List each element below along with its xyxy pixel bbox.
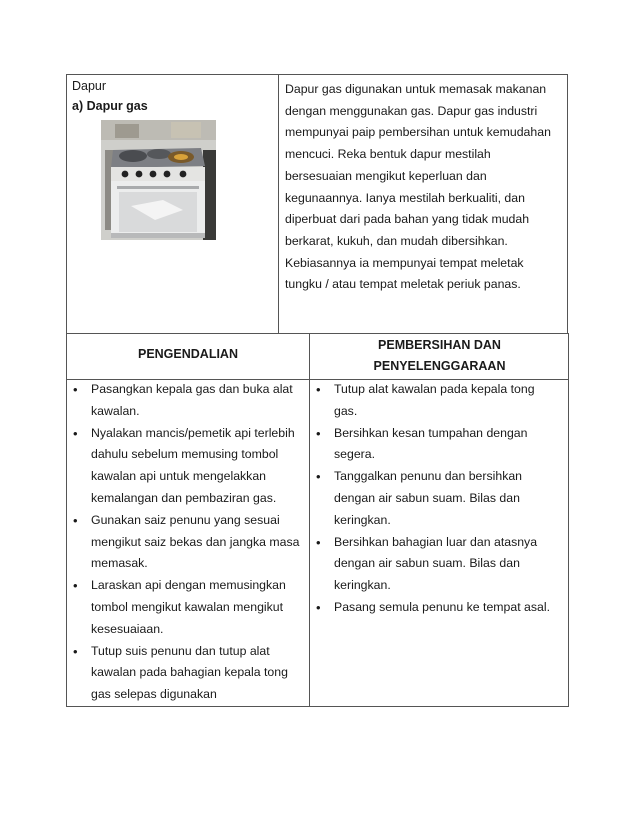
bullet-line: kesesuaiaan. [91,621,164,636]
description-line: kegunaannya. Ianya mestilah berkualiti, dan [285,190,525,205]
bullet-item [67,423,309,510]
bullet-line: Laraskan api dengan memusingkan [91,578,286,593]
description-line: dengan menggunakan gas. Dapur gas industri [285,103,538,118]
appliance-subtitle: a) Dapur gas [72,99,148,113]
description-line: bersesuaian mengikut keperluan dan [285,168,487,183]
bullet-item [310,597,569,619]
description-line: diperbuat dari pada bahan yang tidak mudah [285,212,530,227]
bullet-line: Pasang semula penunu ke tempat asal. [334,599,551,614]
description-line: mempunyai paip pembersihan untuk kemudahan [285,125,551,140]
bullet-line: kawalan pada bahagian kepala tong [91,665,288,680]
gas-stove-photo-icon [101,120,216,240]
header-line: PEMBERSIHAN DAN [378,338,501,352]
bullet-line: segera. [334,447,376,462]
bullet-line: tombol mengikut kawalan mengikut [91,599,284,614]
bullet-line: Tutup alat kawalan pada kepala tong [334,382,535,396]
operation-steps-list [67,379,309,706]
header-cleaning-maintenance [310,335,569,377]
bullet-line: kawalan api untuk mengelakkan [91,469,267,484]
bullet-line: Tanggalkan penunu dan bersihkan [334,469,523,484]
column-divider [278,75,279,333]
header-operation: PENGENDALIAN [137,347,238,361]
appliance-description-cell [285,79,565,296]
bullet-item [310,423,569,467]
description-line: Dapur gas digunakan untuk memasak makanan [285,82,547,96]
bullet-item [67,510,309,575]
cleaning-steps-list [310,379,569,619]
category-title: Dapur [72,79,107,93]
bullet-line: kawalan. [91,403,140,418]
bullet-line: keringkan. [334,578,391,593]
bullet-line: kemalangan dan pembaziran gas. [91,490,277,505]
description-line: tungku / atau tempat meletak periuk panas. [285,277,521,292]
bullet-item [67,575,309,640]
bullet-line: Bersihkan kesan tumpahan dengan [334,425,528,440]
bullet-line: Pasangkan kepala gas dan buka alat [91,382,293,396]
description-line: Kebiasannya ia mempunyai tempat meletak [285,255,524,270]
appliance-table [66,74,568,334]
bullet-line: dahulu sebelum memusing tombol [91,447,279,462]
header-line: PENYELENGGARAAN [373,359,506,373]
description-line: mencuci. Reka bentuk dapur mestilah [285,147,491,162]
bullet-item [310,532,569,597]
bullet-line: Gunakan saiz penunu yang sesuai [91,512,280,527]
bullet-line: gas. [334,403,358,418]
bullet-item [310,466,569,531]
bullet-line: Bersihkan bahagian luar dan atasnya [334,534,538,549]
description-line: berkarat, kukuh, dan mudah dibersihkan. [285,233,508,248]
procedures-table [66,333,569,707]
bullet-line: keringkan. [334,512,391,527]
appliance-description [285,79,565,296]
bullet-item [67,641,309,706]
bullet-item [310,379,569,423]
bullet-line: dengan air sabun suam. Bilas dan [334,490,520,505]
appliance-name-cell [72,78,272,117]
bullet-line: mengikut saiz bekas dan jangka masa [91,534,300,549]
bullet-line: memasak. [91,556,148,571]
bullet-line: Nyalakan mancis/pemetik api terlebih [91,425,295,440]
bullet-line: Tutup suis penunu dan tutup alat [91,643,270,658]
bullet-item [67,379,309,423]
bullet-line: dengan air sabun suam. Bilas dan [334,556,520,571]
bullet-line: gas selepas digunakan [91,687,217,702]
